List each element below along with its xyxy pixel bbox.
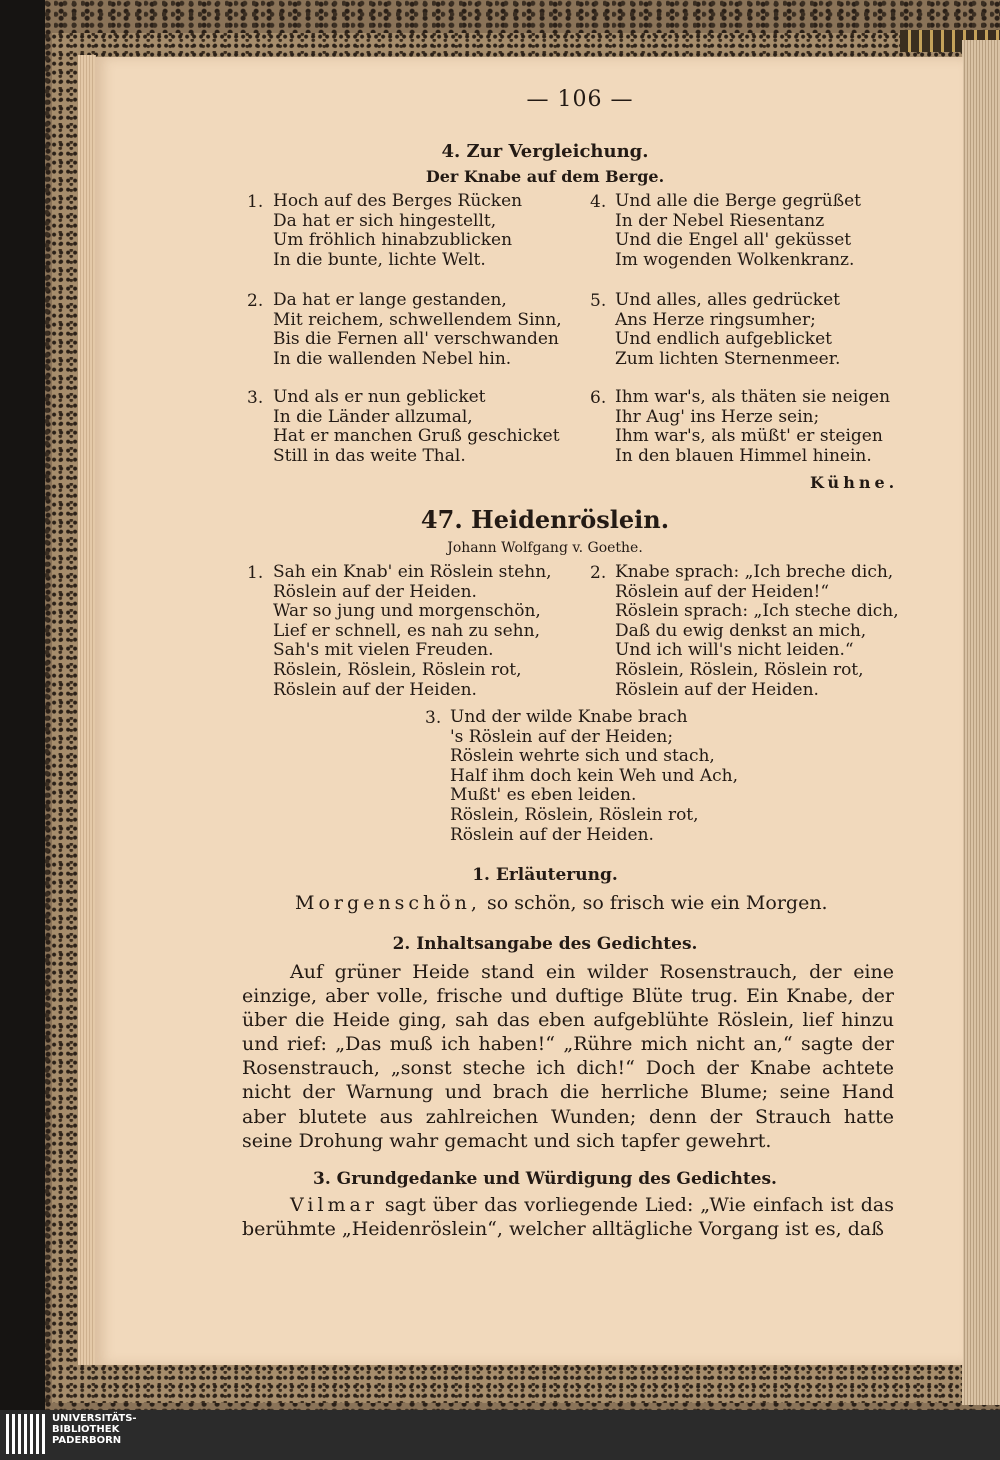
explanation-term: Morgenschön, bbox=[295, 892, 481, 914]
verse-line: Röslein auf der Heiden. bbox=[273, 679, 477, 700]
verse-line: Und ich will's nicht leiden.“ bbox=[615, 640, 854, 661]
page-number: — 106 — bbox=[526, 87, 634, 112]
stanza-number: 2. bbox=[590, 563, 607, 583]
stanza-5 bbox=[615, 291, 840, 369]
verse-line: In die bunte, lichte Welt. bbox=[273, 249, 486, 270]
poem-author-goethe: Johann Wolfgang v. Goethe. bbox=[447, 540, 643, 556]
verse-line: Sah ein Knab' ein Röslein stehn, bbox=[273, 562, 552, 582]
library-name-line: PADERBORN bbox=[52, 1435, 122, 1446]
section-heading-comparison: 4. Zur Vergleichung. bbox=[441, 141, 649, 162]
verse-line: Knabe sprach: „Ich breche dich, bbox=[615, 562, 894, 582]
verse-line: Daß du ewig denkst an mich, bbox=[615, 620, 867, 641]
verse-line: Röslein sprach: „Ich steche dich, bbox=[615, 601, 899, 622]
page-edges-left bbox=[78, 55, 96, 1365]
library-name-line: BIBLIOTHEK bbox=[52, 1424, 120, 1435]
library-name bbox=[52, 1413, 137, 1446]
verse-line: Röslein auf der Heiden. bbox=[273, 581, 477, 602]
verse-line: In der Nebel Riesentanz bbox=[615, 210, 825, 231]
stanza-number: 1. bbox=[247, 563, 264, 583]
stanza-2 bbox=[273, 291, 562, 369]
verse-line: Ihm war's, als thäten sie neigen bbox=[615, 387, 891, 407]
verse-line: Im wogenden Wolkenkranz. bbox=[615, 249, 855, 270]
library-logo-icon bbox=[6, 1414, 46, 1454]
verse-line: Röslein, Röslein, Röslein rot, bbox=[450, 804, 699, 825]
stanza-number: 2. bbox=[247, 291, 264, 311]
verse-line: 's Röslein auf der Heiden; bbox=[450, 726, 674, 747]
verse-line: Ihr Aug' ins Herze sein; bbox=[615, 406, 820, 427]
verse-line: Hat er manchen Gruß geschicket bbox=[273, 426, 560, 447]
verse-line: Mußt' es eben leiden. bbox=[450, 785, 637, 806]
goethe-stanza-2 bbox=[615, 563, 899, 700]
cited-author: Vilmar bbox=[290, 1194, 378, 1216]
summary-paragraph: Auf grüner Heide stand ein wilder Rosenstrauch, der eine einzige, aber volle, frische und duftige Blüte trug. Ein Knabe, der über die Heide ging, sah das eben aufgeblühte Röslein, lief hinzu und rief: „Das muß ich haben!“ „Rühre mich nicht an,“ sagte der Rosenstrauch, „sonst steche ich dich!“ Doch der Knabe achtete nicht der Warnung und brach die herrliche Blume; seine Hand aber blutete aus zahlreichen Wunden; denn der Strauch hatte seine Drohung wahr gemacht und sich tapfer gewehrt. bbox=[242, 961, 894, 1152]
explanation-text bbox=[295, 892, 855, 914]
goethe-stanza-3 bbox=[450, 708, 738, 845]
verse-line: Und alle die Berge gegrüßet bbox=[615, 191, 861, 211]
stanza-4 bbox=[615, 192, 861, 270]
goethe-stanza-1 bbox=[273, 563, 552, 700]
verse-line: Still in das weite Thal. bbox=[273, 445, 466, 466]
verse-line: Und die Engel all' geküsset bbox=[615, 230, 852, 251]
stanza-number: 6. bbox=[590, 388, 607, 408]
verse-line: Röslein auf der Heiden. bbox=[615, 679, 819, 700]
explanation-definition: so schön, so frisch wie ein Morgen. bbox=[480, 892, 828, 914]
verse-line: In die Länder allzumal, bbox=[273, 406, 473, 427]
poem-title-knabe: Der Knabe auf dem Berge. bbox=[425, 167, 665, 186]
poem-author-kuehne: Kühne. bbox=[810, 473, 899, 492]
section-heading-summary: 2. Inhaltsangabe des Gedichtes. bbox=[392, 934, 698, 954]
stanza-number: 5. bbox=[590, 291, 607, 311]
section-heading-explanation: 1. Erläuterung. bbox=[472, 865, 618, 885]
verse-line: Zum lichten Sternenmeer. bbox=[615, 348, 841, 369]
verse-line: Um fröhlich hinabzublicken bbox=[273, 230, 513, 251]
fundamental-paragraph bbox=[242, 1193, 894, 1241]
verse-line: Lief er schnell, es nah zu sehn, bbox=[273, 620, 540, 641]
book-page bbox=[95, 57, 963, 1365]
book-spine bbox=[0, 0, 45, 1410]
verse-line: Und endlich aufgeblicket bbox=[615, 329, 832, 350]
verse-line: In den blauen Himmel hinein. bbox=[615, 445, 872, 466]
verse-line: Ihm war's, als müßt' er steigen bbox=[615, 426, 883, 447]
verse-line: Da hat er sich hingestellt, bbox=[273, 210, 497, 231]
stanza-3 bbox=[273, 388, 560, 466]
fundamental-text: sagt über das vorliegende Lied: „Wie einfach ist das berühmte „Heidenröslein“, welcher alltägliche Vorgang ist es, daß bbox=[242, 1194, 894, 1241]
verse-line: Da hat er lange gestanden, bbox=[273, 290, 507, 310]
library-name-line: UNIVERSITÄTS- bbox=[52, 1413, 137, 1424]
verse-line: Röslein, Röslein, Röslein rot, bbox=[615, 659, 864, 680]
verse-line: Und der wilde Knabe brach bbox=[450, 707, 688, 727]
stanza-6 bbox=[615, 388, 890, 466]
verse-line: Und alles, alles gedrücket bbox=[615, 290, 840, 310]
verse-line: Röslein auf der Heiden!“ bbox=[615, 581, 830, 602]
section-heading-fundamental: 3. Grundgedanke und Würdigung des Gedichtes. bbox=[313, 1169, 777, 1189]
verse-line: Bis die Fernen all' verschwanden bbox=[273, 329, 559, 350]
stanza-number: 3. bbox=[425, 708, 442, 728]
verse-line: Röslein, Röslein, Röslein rot, bbox=[273, 659, 522, 680]
library-footer bbox=[0, 1410, 1000, 1460]
verse-line: War so jung und morgenschön, bbox=[273, 601, 541, 622]
verse-line: Hoch auf des Berges Rücken bbox=[273, 191, 523, 211]
stanza-number: 4. bbox=[590, 192, 607, 212]
verse-line: Röslein auf der Heiden. bbox=[450, 824, 654, 845]
verse-line: In die wallenden Nebel hin. bbox=[273, 348, 512, 369]
verse-line: Und als er nun geblicket bbox=[273, 387, 486, 407]
stanza-number: 1. bbox=[247, 192, 264, 212]
stanza-1 bbox=[273, 192, 522, 270]
verse-line: Half ihm doch kein Weh und Ach, bbox=[450, 765, 738, 786]
verse-line: Röslein wehrte sich und stach, bbox=[450, 746, 715, 767]
verse-line: Mit reichem, schwellendem Sinn, bbox=[273, 309, 562, 330]
verse-line: Ans Herze ringsumher; bbox=[615, 309, 816, 330]
page-edges-right bbox=[962, 40, 1000, 1405]
stanza-number: 3. bbox=[247, 388, 264, 408]
poem-title-heidenroeslein: 47. Heidenröslein. bbox=[420, 505, 670, 534]
verse-line: Sah's mit vielen Freuden. bbox=[273, 640, 494, 661]
